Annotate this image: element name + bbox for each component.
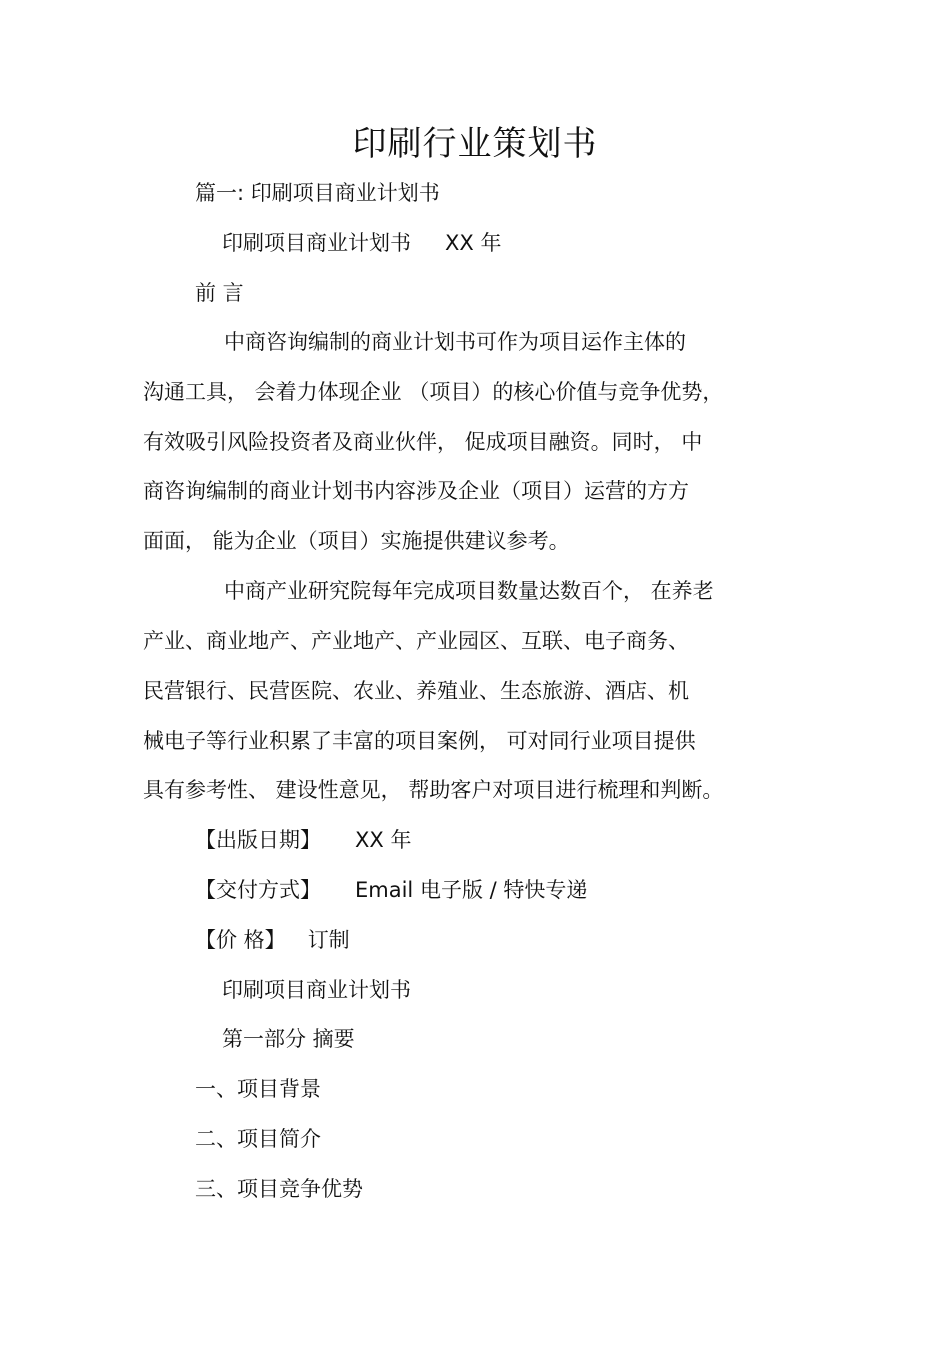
delivery-row: [195, 875, 587, 905]
paragraph-1-line-1: 中商咨询编制的商业计划书可作为项目运作主体的: [224, 330, 686, 354]
publish-date-row: [195, 825, 411, 855]
paragraph-1-line-4: 商咨询编制的商业计划书内容涉及企业（项目）运营的方方: [143, 479, 689, 503]
toc-item: 三、项目竞争优势: [195, 1177, 363, 1201]
paragraph-1-line-3: 有效吸引风险投资者及商业伙伴， 促成项目融资。同时， 中: [143, 430, 703, 454]
price-label: 【价 格】: [195, 928, 286, 952]
delivery-label: 【交付方式】: [195, 878, 321, 902]
chapter-heading: 篇一: 印刷项目商业计划书: [195, 181, 440, 205]
price-value: 订制: [307, 928, 350, 952]
toc-item: 一、项目背景: [195, 1077, 321, 1101]
preface-heading: 前 言: [195, 281, 244, 305]
price-row: [195, 925, 350, 955]
delivery-value: Email 电子版 / 特快专递: [355, 878, 588, 902]
toc-title: 印刷项目商业计划书: [222, 978, 411, 1002]
publish-date-value: XX 年: [355, 828, 412, 852]
paragraph-2-line-2: 产业、商业地产、产业地产、产业园区、互联、电子商务、: [143, 629, 689, 653]
plan-subtitle-year: XX 年: [445, 231, 502, 255]
publish-date-label: 【出版日期】: [195, 828, 321, 852]
toc-part-heading: 第一部分 摘要: [222, 1027, 355, 1051]
document-title: 印刷行业策划书: [352, 124, 598, 164]
paragraph-2-line-1: 中商产业研究院每年完成项目数量达数百个， 在养老: [224, 579, 714, 603]
plan-subtitle: [222, 228, 501, 258]
paragraph-1-line-5: 面面， 能为企业（项目）实施提供建议参考。: [143, 529, 570, 553]
paragraph-2-line-3: 民营银行、民营医院、农业、养殖业、生态旅游、酒店、机: [143, 679, 689, 703]
paragraph-2-line-4: 械电子等行业积累了丰富的项目案例， 可对同行业项目提供: [143, 729, 696, 753]
paragraph-1-line-2: 沟通工具， 会着力体现企业 （项目）的核心价值与竞争优势，: [143, 380, 724, 404]
toc-item: 二、项目简介: [195, 1127, 321, 1151]
paragraph-2-line-5: 具有参考性、 建设性意见， 帮助客户对项目进行梳理和判断。: [143, 778, 724, 802]
plan-subtitle-name: 印刷项目商业计划书: [222, 231, 411, 255]
